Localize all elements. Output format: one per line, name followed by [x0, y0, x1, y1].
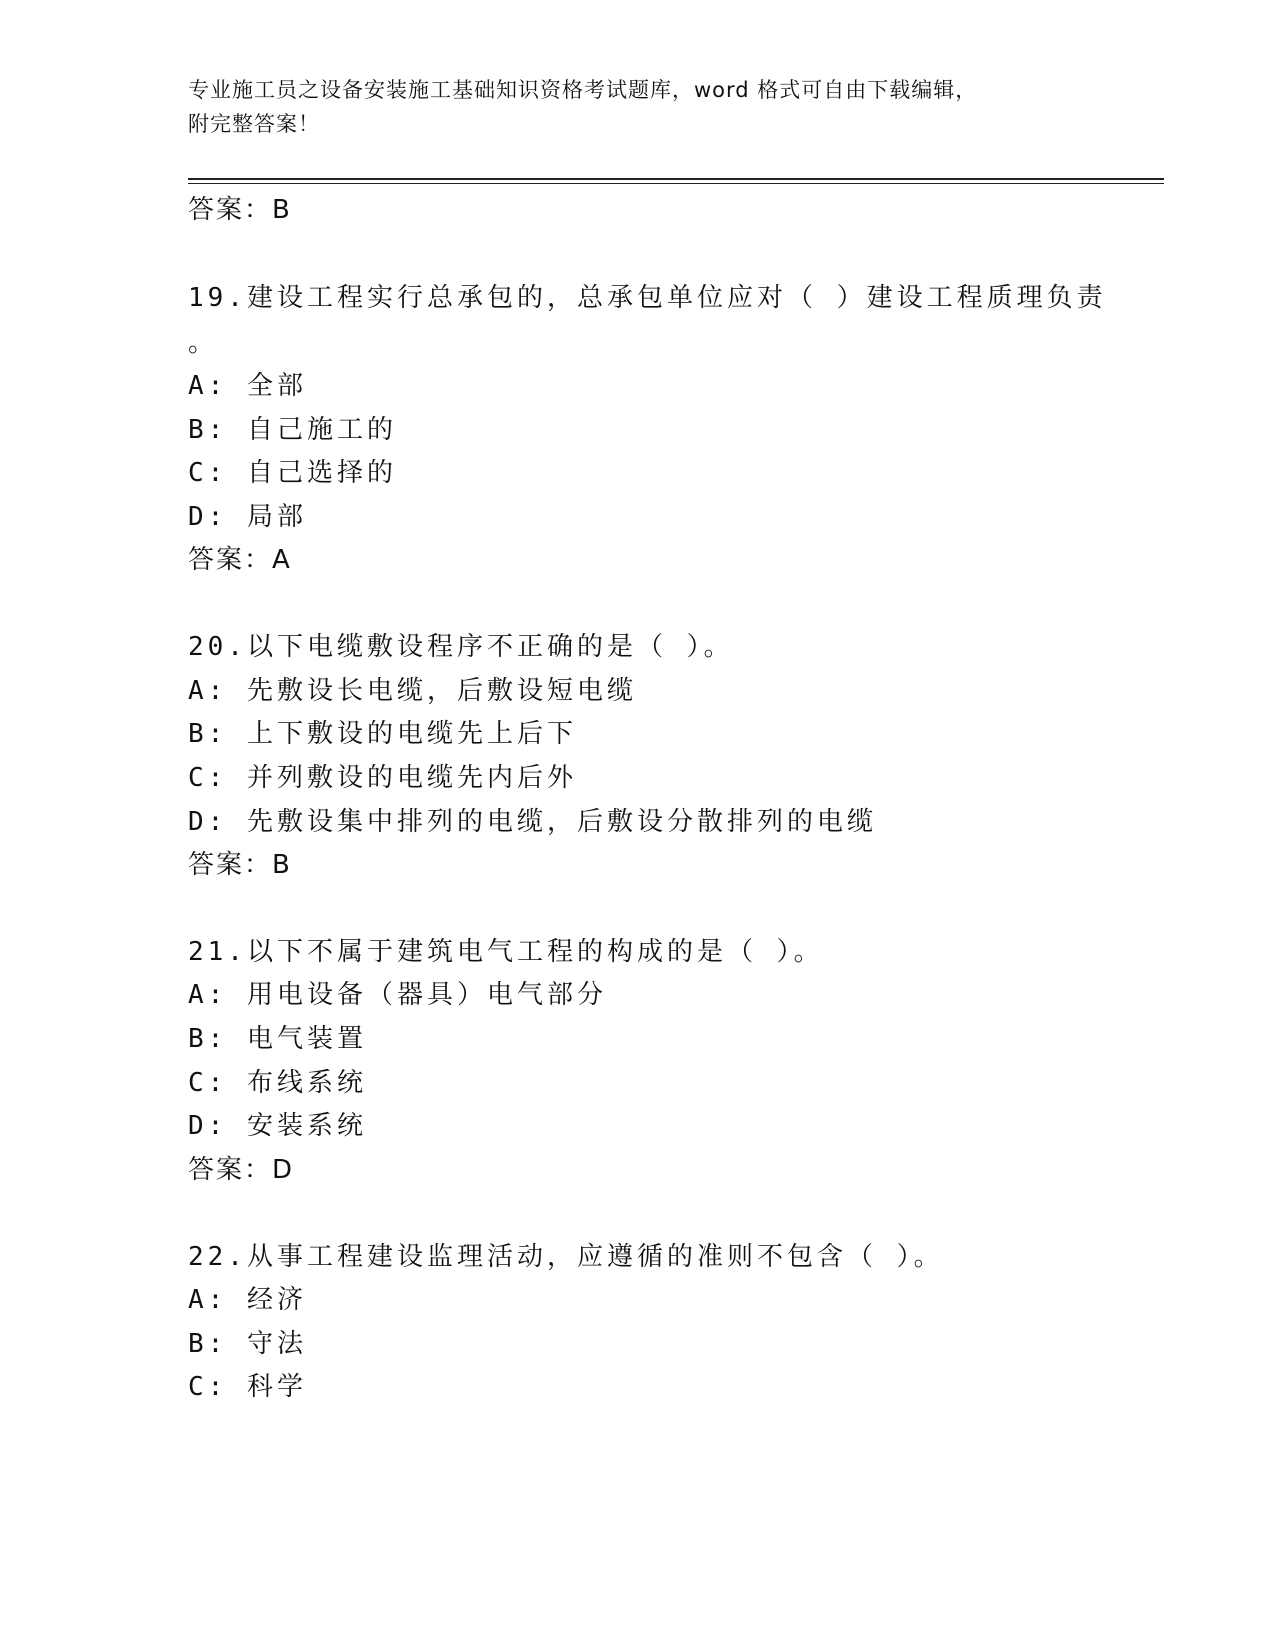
- answer-prev: 答案：B: [188, 195, 292, 225]
- question-21-option-a: A: 用电设备（器具）电气部分: [188, 980, 607, 1010]
- question-19-option-d: D: 局部: [188, 502, 307, 532]
- question-20-stem: 20.以下电缆敷设程序不正确的是（ ）。: [188, 632, 734, 662]
- question-19-option-b: B: 自己施工的: [188, 415, 397, 445]
- document-header: [188, 73, 1088, 141]
- question-22-stem: 22.从事工程建设监理活动，应遵循的准则不包含（ ）。: [188, 1242, 944, 1272]
- header-rule-thin: [188, 183, 1164, 184]
- question-19-answer: 答案：A: [188, 545, 292, 575]
- question-20-option-d: D: 先敷设集中排列的电缆，后敷设分散排列的电缆: [188, 807, 877, 837]
- question-21-stem: 21.以下不属于建筑电气工程的构成的是（ ）。: [188, 937, 824, 967]
- question-21-answer: 答案：D: [188, 1155, 295, 1185]
- question-20-option-a: A: 先敷设长电缆，后敷设短电缆: [188, 676, 637, 706]
- question-22-option-a: A: 经济: [188, 1285, 307, 1315]
- question-19-option-c: C: 自己选择的: [188, 458, 397, 488]
- question-20-answer: 答案：B: [188, 850, 292, 880]
- header-line-1: 专业施工员之设备安装施工基础知识资格考试题库，word 格式可自由下载编辑，: [188, 78, 978, 102]
- header-line-2: 附完整答案！: [188, 112, 320, 136]
- question-21-option-d: D: 安装系统: [188, 1111, 367, 1141]
- question-19-stem-cont: 。: [188, 328, 219, 358]
- header-rule-thick: [188, 178, 1164, 180]
- question-22-option-b: B: 守法: [188, 1329, 307, 1359]
- question-21-option-b: B: 电气装置: [188, 1024, 367, 1054]
- question-20-option-b: B: 上下敷设的电缆先上后下: [188, 719, 577, 749]
- question-22-option-c: C: 科学: [188, 1372, 307, 1402]
- question-20-option-c: C: 并列敷设的电缆先内后外: [188, 763, 577, 793]
- question-19-option-a: A: 全部: [188, 371, 307, 401]
- question-19-stem: 19.建设工程实行总承包的，总承包单位应对（ ）建设工程质理负责: [188, 283, 1107, 313]
- question-21-option-c: C: 布线系统: [188, 1068, 367, 1098]
